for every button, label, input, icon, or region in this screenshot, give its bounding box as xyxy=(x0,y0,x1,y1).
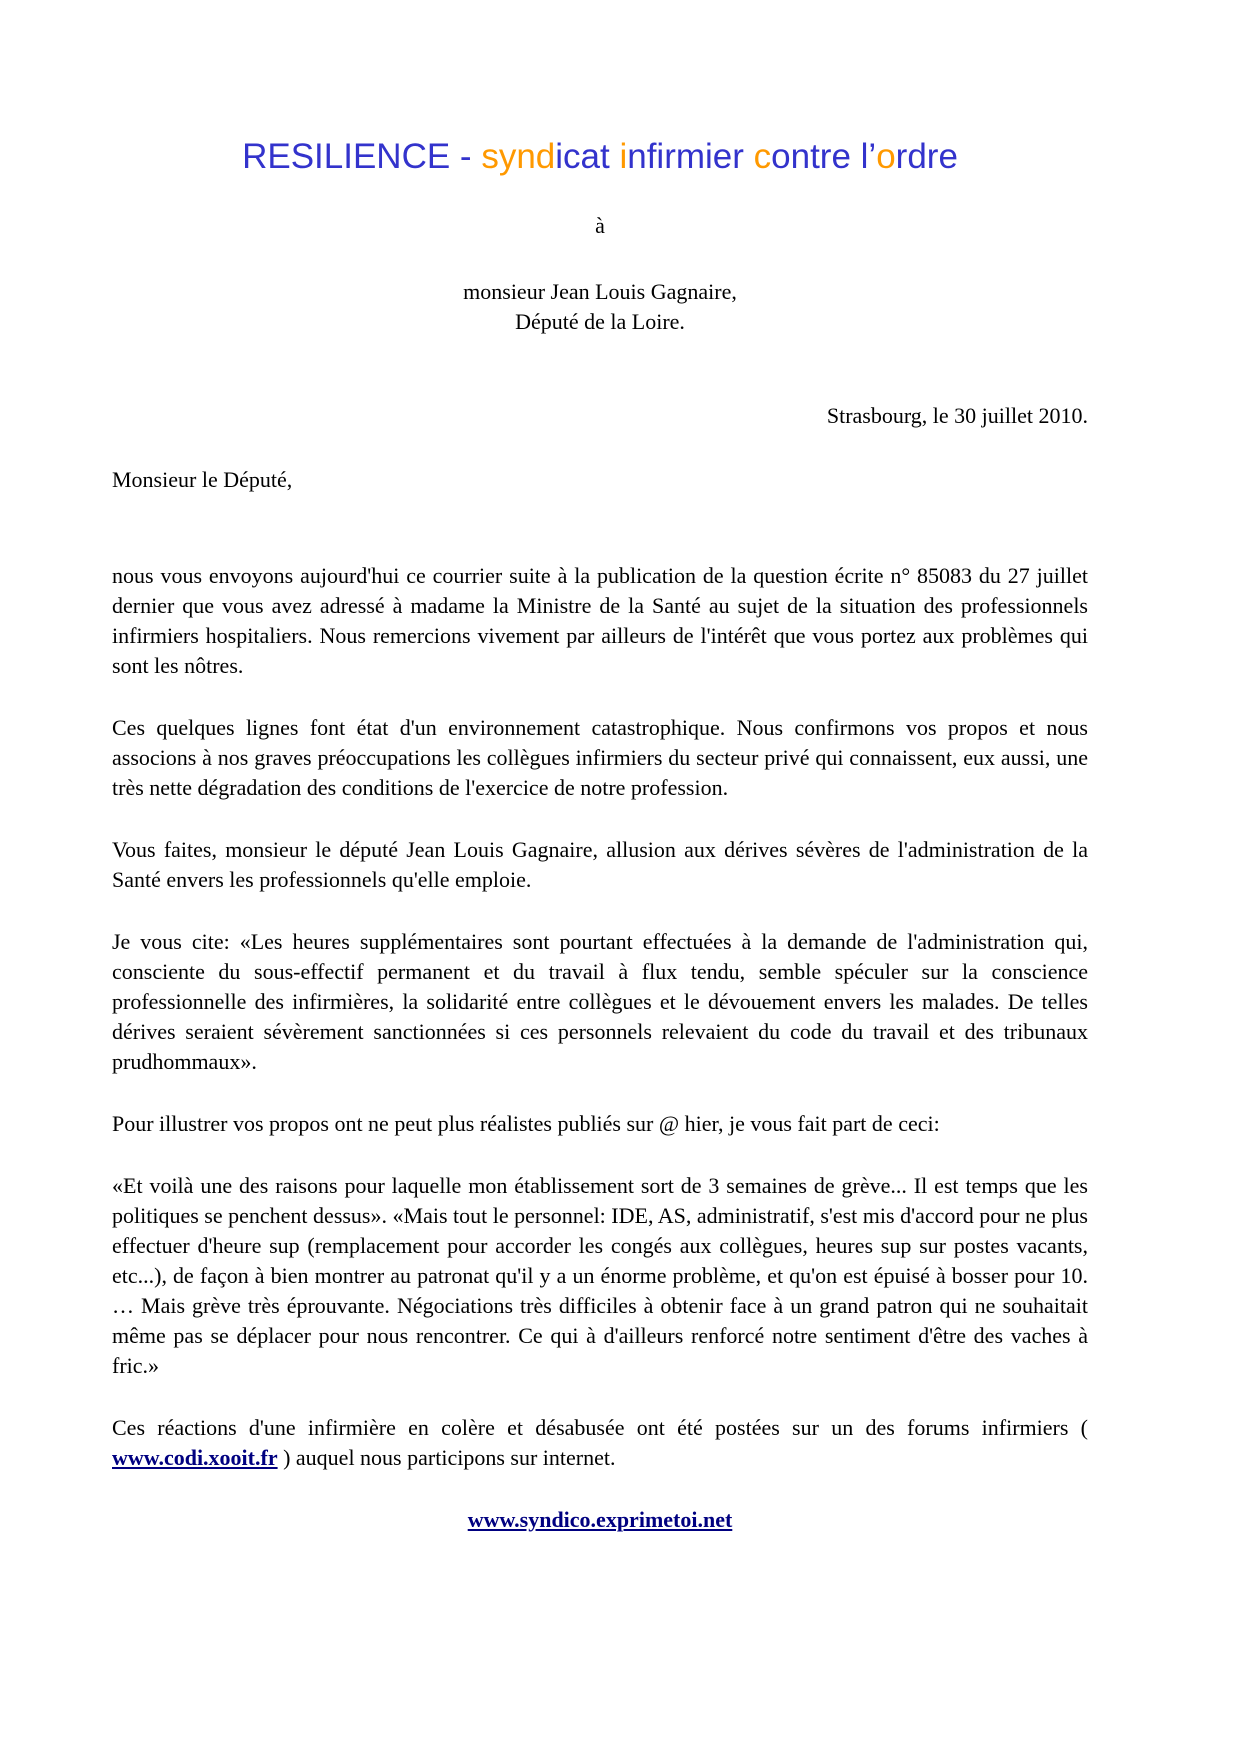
title-segment: c xyxy=(753,137,772,176)
title-segment: RESILIENCE - xyxy=(242,137,482,176)
date-line: Strasbourg, le 30 juillet 2010. xyxy=(826,403,1088,428)
footer xyxy=(112,1505,1088,1535)
title-segment: icat xyxy=(555,137,620,176)
syndico-exprimetoi-link[interactable]: www.syndico.exprimetoi.net xyxy=(467,1507,733,1532)
salutation: Monsieur le Député, xyxy=(112,467,293,492)
title-segment: o xyxy=(876,137,896,176)
title-segment: i xyxy=(619,137,628,176)
codi-xooit-link[interactable]: www.codi.xooit.fr xyxy=(112,1445,278,1470)
paragraph-illustration: Pour illustrer vos propos ont ne peut plus réalistes publiés sur @ hier, je vous fait part de ceci: xyxy=(112,1111,940,1136)
title-segment: nfirmier xyxy=(627,137,754,176)
paragraph-citation: Je vous cite: «Les heures supplémentaires sont pourtant effectuées à la demande de l'administration qui, consciente du sous-effectif permanent et du travail à flux tendu, semble spéculer sur la conscience professionnelle des infirmières, la solidarité entre collègues et le dévouement envers les malades. De telles dérives seraient sévèrement sanctionnées si ces personnels relevaient du code du travail et des tribunaux prudhommaux». xyxy=(112,929,1088,1074)
page-title xyxy=(112,136,1088,177)
recipient-block xyxy=(112,277,1088,337)
recipient-intro: à xyxy=(595,213,605,238)
title-segment: synd xyxy=(481,137,556,176)
forums-text-after: ) auquel nous participons sur internet. xyxy=(277,1445,616,1470)
title-segment: ontre l’ xyxy=(771,137,877,176)
paragraph-forums xyxy=(112,1413,1088,1473)
paragraph-allusion: Vous faites, monsieur le député Jean Louis Gagnaire, allusion aux dérives sévères de l'administration de la Santé envers les professionnels qu'elle emploie. xyxy=(112,837,1088,892)
forums-text-before: Ces réactions d'une infirmière en colère et désabusée ont été postées sur un des forums infirmiers ( xyxy=(112,1415,1088,1440)
title-segment: rdre xyxy=(895,137,958,176)
paragraph-temoignage: «Et voilà une des raisons pour laquelle mon établissement sort de 3 semaines de grève... Il est temps que les politiques se penchent dessus». «Mais tout le personnel: IDE, AS, administratif, s'est mis d'accord pour ne plus effectuer d'heure sup (remplacement pour accorder les congés aux collègues, heures sup sur postes vacants, etc...), de façon à bien montrer au patronat qu'il y a un énorme problème, et qu'on est épuisé à bosser pour 10. … Mais grève très éprouvante. Négociations très difficiles à obtenir face à un grand patron qui ne souhaitait même pas se déplacer pour nous rencontrer. Ce qui à d'ailleurs renforcé notre sentiment d'être des vaches à fric.» xyxy=(112,1173,1088,1378)
paragraph-question-ecrite: nous vous envoyons aujourd'hui ce courrier suite à la publication de la question écrite n° 85083 du 27 juillet dernier que vous avez adressé à madame la Ministre de la Santé au sujet de la situation des professionnels infirmiers hospitaliers. Nous remercions vivement par ailleurs de l'intérêt que vous portez aux problèmes qui sont les nôtres. xyxy=(112,563,1088,678)
recipient-name: monsieur Jean Louis Gagnaire, xyxy=(463,279,737,304)
recipient-role: Député de la Loire. xyxy=(515,309,685,334)
paragraph-environnement: Ces quelques lignes font état d'un environnement catastrophique. Nous confirmons vos propos et nous associons à nos graves préoccupations les collègues infirmiers du secteur privé qui connaissent, eux aussi, une très nette dégradation des conditions de l'exercice de notre profession. xyxy=(112,715,1088,800)
